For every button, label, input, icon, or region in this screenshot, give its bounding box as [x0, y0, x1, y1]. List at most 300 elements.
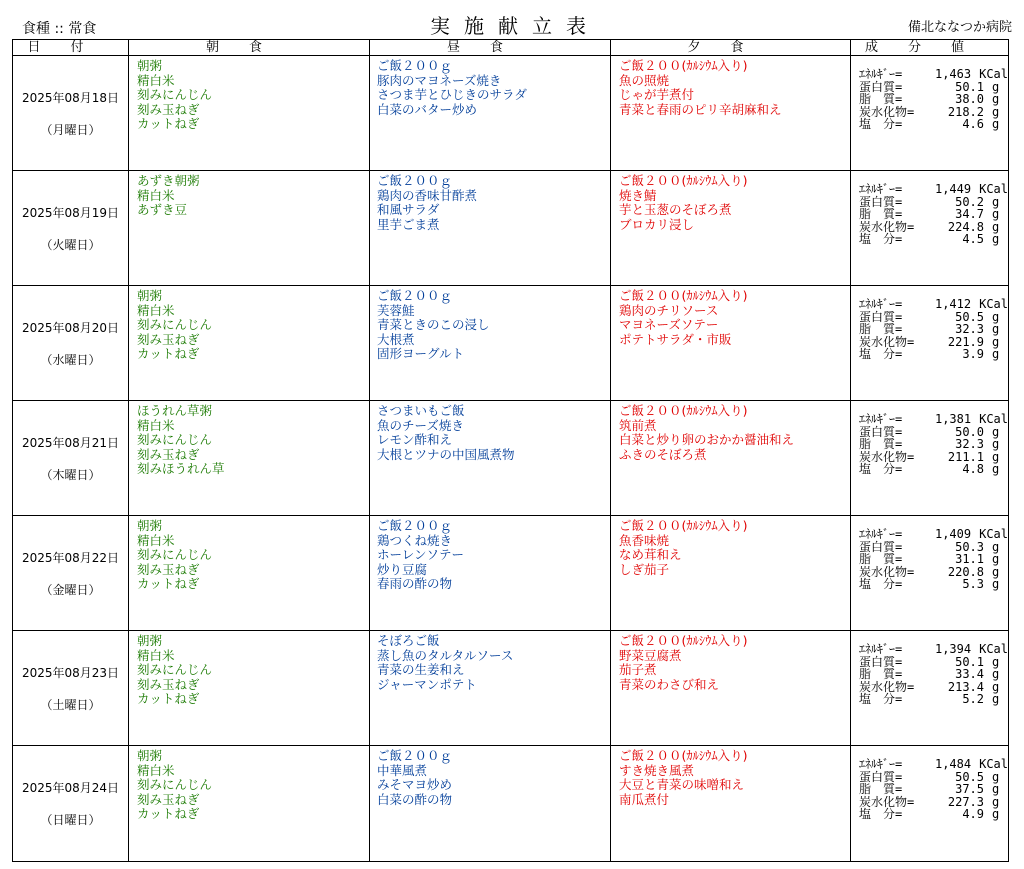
nutrient-value: 1,394 — [934, 642, 972, 656]
lunch-item: 大根とツナの中国風煮物 — [377, 446, 515, 462]
dinner-item: 茄子煮 — [619, 662, 657, 677]
breakfast-list — [137, 289, 369, 362]
dinner-item: 魚の照焼 — [619, 72, 670, 88]
breakfast-item: 刻みにんじん — [137, 317, 213, 332]
dinner-item: ふきのそぼろ煮 — [619, 446, 707, 462]
nutrition-values — [859, 643, 1008, 706]
nutrient-value: 213.4 — [947, 679, 984, 694]
dinner-item: すき焼き風煮 — [619, 762, 695, 778]
nutrient-value: 1,409 — [934, 527, 972, 541]
dinner-item: 芋と玉葱のそぼろ煮 — [619, 202, 732, 217]
breakfast-cell — [129, 171, 370, 286]
lunch-item: ジャーマンポテト — [377, 676, 477, 692]
dinner-item: じゃが芋煮付 — [619, 87, 695, 102]
breakfast-item: 精白米 — [137, 762, 175, 778]
nutrient-row-energy — [859, 528, 1008, 541]
nutrition-values — [859, 298, 1008, 361]
dinner-item: なめ茸和え — [619, 547, 682, 562]
breakfast-item: カットねぎ — [137, 346, 200, 361]
nutrient-label: 脂 質= — [859, 782, 903, 796]
nutrient-unit: g — [992, 309, 1000, 324]
nutrient-row-energy — [859, 758, 1008, 771]
table-row — [13, 746, 1009, 862]
nutrient-unit: g — [992, 117, 1000, 131]
lunch-item: 大根煮 — [377, 331, 415, 347]
nutrient-row-salt — [859, 348, 1008, 361]
nutrient-unit: g — [992, 232, 1000, 246]
column-header-dinner: 夕食 — [611, 40, 851, 56]
lunch-cell — [370, 286, 611, 401]
nutrient-unit: g — [992, 322, 1000, 336]
nutrient-unit: KCal — [979, 642, 1008, 656]
nutrient-row-fat — [859, 783, 1008, 796]
lunch-item: 鶏つくね焼き — [377, 532, 453, 548]
table-row — [13, 516, 1009, 631]
nutrient-value: 221.9 — [947, 334, 984, 349]
nutrient-unit: g — [992, 437, 1000, 451]
breakfast-item: 刻み玉ねぎ — [137, 446, 200, 462]
nutrient-value: 227.3 — [947, 794, 984, 809]
column-header-breakfast: 朝食 — [129, 40, 370, 56]
nutrient-value: 218.2 — [947, 104, 984, 119]
nutrient-label: 炭水化物= — [859, 334, 915, 349]
nutrient-value: 31.1 — [955, 552, 984, 566]
lunch-cell — [370, 171, 611, 286]
nutrition-values — [859, 528, 1008, 591]
lunch-item: ホーレンソテー — [377, 547, 464, 562]
nutrient-label: ｴﾈﾙｷﾞｰ= — [859, 182, 903, 196]
nutrient-row-energy — [859, 68, 1008, 81]
date-cell — [13, 56, 129, 171]
breakfast-item: ほうれん草粥 — [137, 403, 213, 418]
nutrient-value: 50.1 — [955, 79, 984, 94]
nutrient-row-fat — [859, 323, 1008, 336]
lunch-item: ご飯２００ｇ — [377, 58, 453, 73]
lunch-item: 炒り豆腐 — [377, 561, 428, 577]
lunch-item: さつま芋とひじきのサラダ — [377, 87, 527, 102]
nutrient-value: 211.1 — [947, 449, 984, 464]
dinner-cell — [611, 401, 851, 516]
table-row — [13, 631, 1009, 746]
lunch-item: 青菜ときのこの浸し — [377, 317, 490, 332]
breakfast-item: 刻みにんじん — [137, 662, 213, 677]
nutrient-row-energy — [859, 643, 1008, 656]
date-text: 2025年08月20日 — [21, 321, 120, 335]
nutrition-cell — [851, 56, 1009, 171]
weekday-text: （日曜日） — [40, 813, 101, 827]
dinner-item: ご飯２００(ｶﾙｼｳﾑ入り) — [619, 748, 748, 763]
nutrient-label: 脂 質= — [859, 322, 903, 336]
breakfast-item: 精白米 — [137, 647, 175, 663]
dinner-list — [619, 519, 850, 577]
dinner-item: ご飯２００(ｶﾙｼｳﾑ入り) — [619, 633, 748, 648]
nutrient-unit: KCal — [979, 527, 1008, 541]
nutrient-value: 3.9 — [962, 347, 984, 361]
lunch-item: 春雨の酢の物 — [377, 576, 453, 591]
lunch-list — [377, 59, 610, 117]
nutrient-label: 脂 質= — [859, 92, 903, 106]
lunch-item: 鶏肉の香味甘酢煮 — [377, 187, 478, 203]
nutrient-label: ｴﾈﾙｷﾞｰ= — [859, 527, 903, 541]
dinner-cell — [611, 516, 851, 631]
breakfast-item: 刻み玉ねぎ — [137, 101, 200, 117]
nutrition-cell — [851, 631, 1009, 746]
breakfast-list — [137, 749, 369, 822]
nutrient-unit: g — [992, 794, 1000, 809]
weekday-text: （月曜日） — [40, 123, 101, 137]
nutrient-value: 4.6 — [962, 117, 984, 131]
lunch-item: 固形ヨーグルト — [377, 346, 465, 361]
nutrient-label: 炭水化物= — [859, 219, 915, 234]
nutrient-label: 蛋白質= — [859, 539, 903, 554]
breakfast-cell — [129, 516, 370, 631]
breakfast-item: カットねぎ — [137, 116, 200, 131]
nutrient-unit: g — [992, 104, 1000, 119]
nutrient-value: 50.0 — [955, 424, 984, 439]
lunch-list — [377, 519, 610, 592]
nutrient-row-fat — [859, 553, 1008, 566]
lunch-item: 白菜のバター炒め — [377, 101, 478, 117]
dinner-list — [619, 404, 850, 462]
table-row — [13, 401, 1009, 516]
nutrient-label: 脂 質= — [859, 437, 903, 451]
nutrient-value: 37.5 — [955, 782, 984, 796]
lunch-item: ご飯２００ｇ — [377, 748, 453, 763]
dinner-item: 魚香味焼 — [619, 532, 670, 548]
date-cell — [13, 516, 129, 631]
nutrition-values — [859, 413, 1008, 476]
nutrient-value: 4.8 — [962, 462, 984, 476]
date-text: 2025年08月18日 — [21, 91, 120, 105]
breakfast-item: 朝粥 — [137, 518, 163, 533]
nutrient-value: 220.8 — [947, 564, 984, 579]
column-header-nutrition: 成分値 — [851, 40, 1009, 56]
nutrient-unit: g — [992, 207, 1000, 221]
lunch-cell — [370, 401, 611, 516]
dinner-cell — [611, 286, 851, 401]
nutrient-value: 224.8 — [947, 219, 984, 234]
nutrient-value: 38.0 — [955, 92, 984, 106]
dinner-cell — [611, 56, 851, 171]
dinner-item: 南瓜煮付 — [619, 791, 670, 807]
table-row — [13, 286, 1009, 401]
lunch-cell — [370, 631, 611, 746]
nutrient-unit: g — [992, 79, 1000, 94]
nutrient-value: 1,449 — [934, 182, 972, 196]
nutrition-values — [859, 68, 1008, 131]
nutrient-unit: g — [992, 334, 1000, 349]
date-text: 2025年08月21日 — [21, 436, 120, 450]
menu-table — [12, 39, 1009, 862]
page-title: 実施献立表 — [430, 14, 600, 38]
nutrient-value: 4.9 — [962, 807, 984, 821]
nutrient-value: 32.3 — [955, 437, 984, 451]
nutrient-value: 50.2 — [955, 194, 984, 209]
date-cell — [13, 746, 129, 862]
breakfast-item: 刻み玉ねぎ — [137, 331, 200, 347]
nutrient-value: 50.5 — [955, 309, 984, 324]
nutrient-label: 塩 分= — [859, 232, 903, 246]
lunch-item: 中華風煮 — [377, 762, 428, 778]
lunch-item: 白菜の酢の物 — [377, 791, 453, 807]
nutrient-unit: g — [992, 782, 1000, 796]
dinner-item: ご飯２００(ｶﾙｼｳﾑ入り) — [619, 58, 748, 73]
dinner-item: 筑前煮 — [619, 417, 657, 433]
weekday-text: （木曜日） — [40, 468, 101, 482]
dinner-cell — [611, 631, 851, 746]
nutrient-unit: g — [992, 692, 1000, 706]
breakfast-cell — [129, 746, 370, 862]
dinner-list — [619, 289, 850, 347]
nutrient-value: 33.4 — [955, 667, 984, 681]
nutrient-label: 炭水化物= — [859, 449, 915, 464]
nutrient-unit: g — [992, 654, 1000, 669]
weekday-text: （火曜日） — [40, 238, 101, 252]
breakfast-cell — [129, 401, 370, 516]
table-row — [13, 171, 1009, 286]
date-text: 2025年08月23日 — [21, 666, 120, 680]
nutrient-label: 炭水化物= — [859, 104, 915, 119]
nutrient-label: 脂 質= — [859, 667, 903, 681]
breakfast-item: 刻みにんじん — [137, 87, 213, 102]
lunch-item: 豚肉のマヨネーズ焼き — [377, 72, 502, 88]
lunch-item: レモン酢和え — [377, 432, 453, 447]
date-cell — [13, 171, 129, 286]
dinner-item: ブロカリ浸し — [619, 216, 695, 232]
nutrient-label: 蛋白質= — [859, 424, 903, 439]
nutrient-label: ｴﾈﾙｷﾞｰ= — [859, 67, 903, 81]
lunch-item: ご飯２００ｇ — [377, 173, 453, 188]
nutrient-unit: g — [992, 219, 1000, 234]
dinner-item: ポテトサラダ・市販 — [619, 331, 732, 347]
nutrient-row-fat — [859, 208, 1008, 221]
breakfast-item: 朝粥 — [137, 633, 163, 648]
dinner-list — [619, 59, 850, 117]
dinner-item: 鶏肉のチリソース — [619, 302, 719, 318]
nutrient-value: 50.5 — [955, 769, 984, 784]
lunch-item: 里芋ごま煮 — [377, 216, 440, 232]
nutrient-value: 34.7 — [955, 207, 984, 221]
nutrient-value: 4.5 — [962, 232, 984, 246]
nutrient-label: ｴﾈﾙｷﾞｰ= — [859, 412, 903, 426]
nutrient-row-salt — [859, 808, 1008, 821]
dinner-item: しぎ茄子 — [619, 561, 670, 577]
nutrient-label: 蛋白質= — [859, 194, 903, 209]
nutrient-value: 1,412 — [934, 297, 972, 311]
weekday-text: （土曜日） — [40, 698, 101, 712]
nutrient-unit: g — [992, 564, 1000, 579]
lunch-list — [377, 404, 610, 462]
lunch-item: 芙蓉鮭 — [377, 302, 415, 318]
date-cell — [13, 286, 129, 401]
hospital-name: 備北ななつか病院 — [907, 20, 1012, 35]
weekday-text: （金曜日） — [40, 583, 101, 597]
nutrient-label: ｴﾈﾙｷﾞｰ= — [859, 297, 903, 311]
nutrient-label: 蛋白質= — [859, 769, 903, 784]
lunch-item: ご飯２００ｇ — [377, 288, 453, 303]
dinner-item: 焼き鯖 — [619, 187, 657, 203]
lunch-item: 青菜の生姜和え — [377, 662, 465, 677]
nutrition-cell — [851, 171, 1009, 286]
dinner-item: 野菜豆腐煮 — [619, 647, 682, 663]
breakfast-item: 朝粥 — [137, 58, 163, 73]
dinner-item: ご飯２００(ｶﾙｼｳﾑ入り) — [619, 173, 748, 188]
nutrient-label: ｴﾈﾙｷﾞｰ= — [859, 757, 903, 771]
nutrient-unit: KCal — [979, 412, 1008, 426]
dinner-item: マヨネーズソテー — [619, 317, 719, 332]
breakfast-item: 朝粥 — [137, 288, 163, 303]
breakfast-cell — [129, 56, 370, 171]
breakfast-list — [137, 519, 369, 592]
nutrient-row-salt — [859, 233, 1008, 246]
nutrient-unit: g — [992, 679, 1000, 694]
nutrient-unit: g — [992, 424, 1000, 439]
date-text: 2025年08月22日 — [21, 551, 120, 565]
nutrition-cell — [851, 516, 1009, 631]
breakfast-item: 精白米 — [137, 302, 175, 318]
nutrient-unit: g — [992, 552, 1000, 566]
breakfast-item: 刻みほうれん草 — [137, 461, 225, 476]
date-cell — [13, 631, 129, 746]
nutrient-label: 炭水化物= — [859, 679, 915, 694]
nutrient-label: 蛋白質= — [859, 79, 903, 94]
nutrient-label: ｴﾈﾙｷﾞｰ= — [859, 642, 903, 656]
nutrient-unit: g — [992, 92, 1000, 106]
nutrition-cell — [851, 746, 1009, 862]
breakfast-item: 朝粥 — [137, 748, 163, 763]
lunch-item: 魚のチーズ焼き — [377, 417, 464, 433]
nutrient-unit: KCal — [979, 757, 1008, 771]
nutrient-label: 塩 分= — [859, 117, 903, 131]
meal-type-label: 食種 :: 常食 — [22, 21, 97, 37]
breakfast-list — [137, 59, 369, 132]
column-header-date: 日付 — [13, 40, 129, 56]
breakfast-list — [137, 174, 369, 218]
dinner-item: 大豆と青菜の味噌和え — [619, 777, 745, 792]
lunch-item: 蒸し魚のタルタルソース — [377, 647, 514, 663]
nutrient-unit: g — [992, 769, 1000, 784]
nutrient-unit: g — [992, 807, 1000, 821]
lunch-item: ご飯２００ｇ — [377, 518, 453, 533]
breakfast-item: 刻み玉ねぎ — [137, 561, 200, 577]
nutrient-label: 塩 分= — [859, 462, 903, 476]
lunch-cell — [370, 516, 611, 631]
nutrient-value: 1,463 — [934, 67, 972, 81]
nutrient-label: 蛋白質= — [859, 309, 903, 324]
breakfast-item: カットねぎ — [137, 806, 200, 821]
lunch-list — [377, 749, 610, 807]
nutrient-value: 1,484 — [934, 757, 972, 771]
breakfast-item: あずき朝粥 — [137, 173, 200, 188]
breakfast-item: 精白米 — [137, 532, 175, 548]
nutrient-row-energy — [859, 413, 1008, 426]
nutrient-label: 塩 分= — [859, 692, 903, 706]
lunch-list — [377, 634, 610, 692]
lunch-item: 和風サラダ — [377, 202, 440, 217]
lunch-cell — [370, 746, 611, 862]
nutrient-unit: g — [992, 347, 1000, 361]
column-header-lunch: 昼食 — [370, 40, 611, 56]
breakfast-item: あずき豆 — [137, 202, 188, 217]
nutrition-values — [859, 183, 1008, 246]
nutrient-value: 5.3 — [962, 577, 984, 591]
nutrition-values — [859, 758, 1008, 821]
nutrient-row-fat — [859, 438, 1008, 451]
nutrient-unit: KCal — [979, 67, 1008, 81]
nutrient-row-salt — [859, 118, 1008, 131]
lunch-item: さつまいもご飯 — [377, 403, 465, 418]
dinner-list — [619, 634, 850, 692]
date-text: 2025年08月19日 — [21, 206, 120, 220]
lunch-item: そぼろご飯 — [377, 633, 440, 648]
nutrient-value: 1,381 — [934, 412, 972, 426]
dinner-item: 白菜と炒り卵のおかか醤油和え — [619, 432, 795, 447]
breakfast-cell — [129, 286, 370, 401]
nutrition-cell — [851, 286, 1009, 401]
nutrient-row-salt — [859, 578, 1008, 591]
breakfast-item: 精白米 — [137, 187, 175, 203]
dinner-item: 青菜と春雨のピリ辛胡麻和え — [619, 101, 782, 117]
breakfast-item: 刻み玉ねぎ — [137, 676, 200, 692]
nutrient-unit: KCal — [979, 297, 1008, 311]
breakfast-list — [137, 404, 369, 477]
breakfast-item: 刻み玉ねぎ — [137, 791, 200, 807]
nutrient-value: 32.3 — [955, 322, 984, 336]
dinner-item: ご飯２００(ｶﾙｼｳﾑ入り) — [619, 518, 748, 533]
nutrient-unit: g — [992, 194, 1000, 209]
date-cell — [13, 401, 129, 516]
nutrient-unit: g — [992, 462, 1000, 476]
nutrient-row-salt — [859, 693, 1008, 706]
nutrient-unit: KCal — [979, 182, 1008, 196]
nutrient-value: 50.1 — [955, 654, 984, 669]
breakfast-item: カットねぎ — [137, 576, 200, 591]
breakfast-item: 精白米 — [137, 72, 175, 88]
breakfast-item: カットねぎ — [137, 691, 200, 706]
dinner-item: 青菜のわさび和え — [619, 676, 720, 692]
lunch-item: みそマヨ炒め — [377, 777, 453, 792]
breakfast-cell — [129, 631, 370, 746]
lunch-list — [377, 289, 610, 362]
nutrient-row-energy — [859, 183, 1008, 196]
lunch-list — [377, 174, 610, 232]
nutrient-label: 塩 分= — [859, 807, 903, 821]
nutrient-unit: g — [992, 577, 1000, 591]
nutrient-row-energy — [859, 298, 1008, 311]
nutrient-label: 炭水化物= — [859, 564, 915, 579]
date-text: 2025年08月24日 — [21, 781, 120, 795]
nutrient-row-salt — [859, 463, 1008, 476]
nutrient-unit: g — [992, 449, 1000, 464]
nutrient-value: 5.2 — [962, 692, 984, 706]
dinner-list — [619, 174, 850, 232]
nutrient-label: 脂 質= — [859, 207, 903, 221]
table-header-row — [13, 40, 1009, 56]
nutrient-row-fat — [859, 93, 1008, 106]
table-row — [13, 56, 1009, 171]
breakfast-item: 刻みにんじん — [137, 777, 213, 792]
nutrition-cell — [851, 401, 1009, 516]
breakfast-item: 精白米 — [137, 417, 175, 433]
dinner-item: ご飯２００(ｶﾙｼｳﾑ入り) — [619, 288, 748, 303]
breakfast-list — [137, 634, 369, 707]
breakfast-item: 刻みにんじん — [137, 432, 213, 447]
nutrient-unit: g — [992, 667, 1000, 681]
nutrient-row-fat — [859, 668, 1008, 681]
dinner-cell — [611, 746, 851, 862]
lunch-cell — [370, 56, 611, 171]
menu-body — [13, 56, 1009, 862]
